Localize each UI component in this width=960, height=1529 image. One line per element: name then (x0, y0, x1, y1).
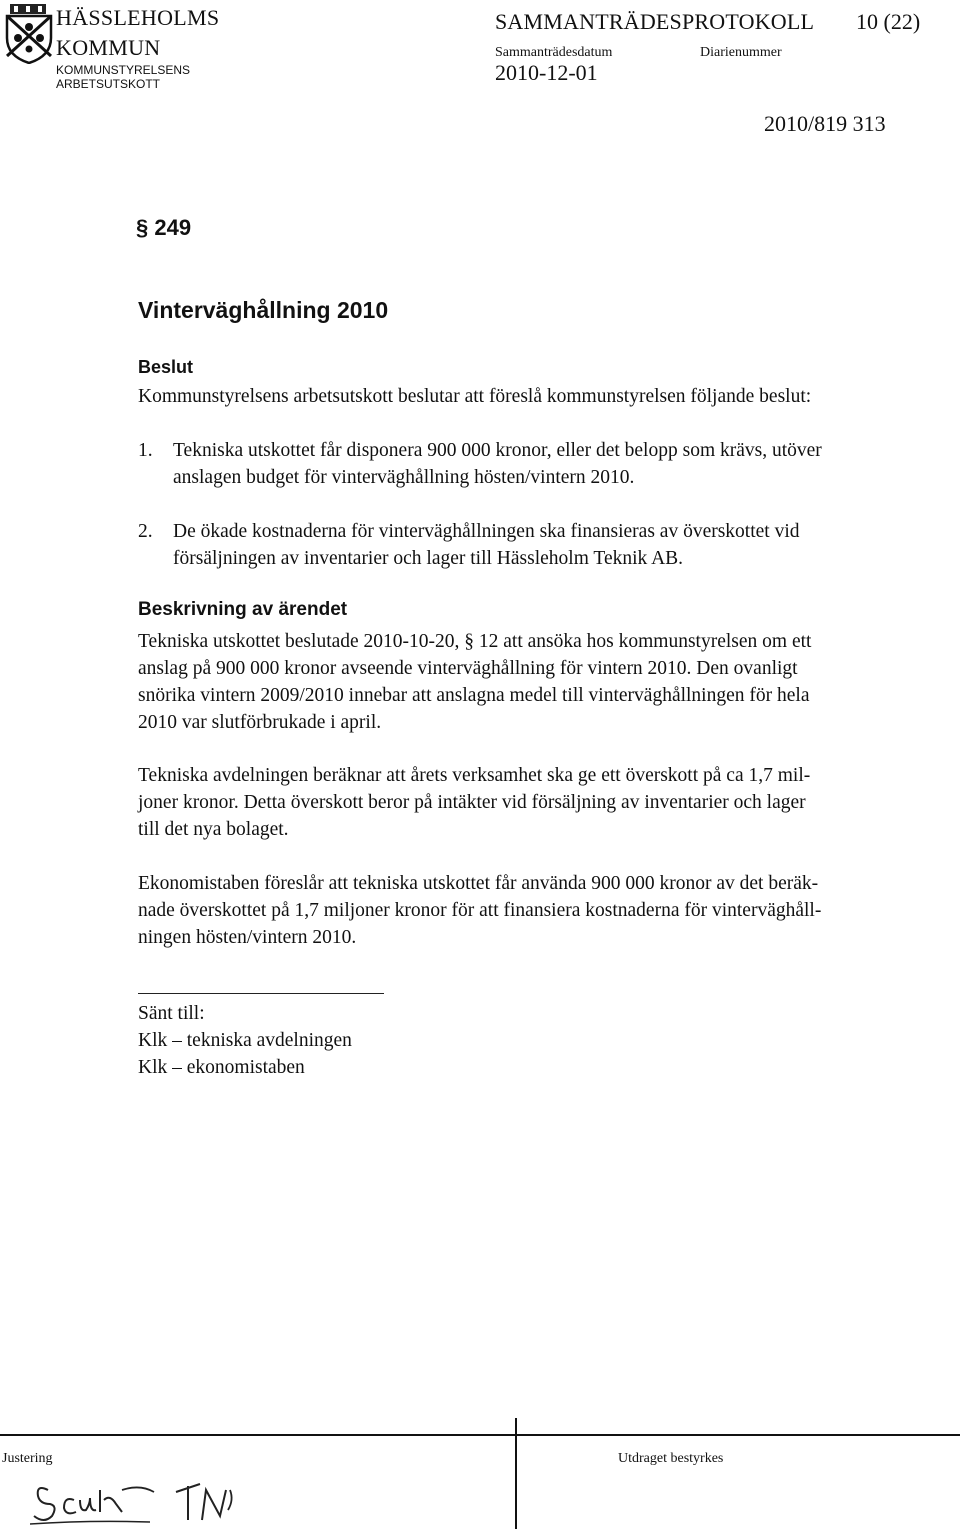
sent-to-divider (138, 993, 384, 994)
body-text-line: joner kronor. Detta överskott beror på intäkter vid försäljning av inventarier och lager (138, 792, 806, 813)
decision-item-line: anslagen budget för vinterväghållning hösten/vintern 2010. (173, 467, 635, 488)
page-number: 10 (22) (856, 9, 921, 34)
paragraph-number: § 249 (136, 215, 192, 240)
beslut-heading: Beslut (138, 357, 194, 377)
diarie-number-label: Diarienummer (700, 45, 782, 60)
body-text-line: snörika vintern 2009/2010 innebar att anslagna medel till vinterväghållningen för hela (138, 685, 810, 706)
section-title: Vinterväghållning 2010 (138, 297, 389, 323)
decision-item-number: 2. (138, 521, 153, 542)
meeting-date-value: 2010-12-01 (495, 60, 598, 85)
justering-label: Justering (2, 1451, 53, 1466)
utdraget-bestyrkes-label: Utdraget bestyrkes (618, 1451, 724, 1466)
org-unit-line1: KOMMUNSTYRELSENS (56, 63, 191, 77)
beskrivning-heading: Beskrivning av ärendet (138, 599, 348, 620)
sent-to-recipient: Klk – ekonomistaben (138, 1057, 305, 1078)
decision-item-line: De ökade kostnaderna för vinterväghållningen ska finansieras av överskottet vid (173, 521, 800, 542)
decision-item-line: Tekniska utskottet får disponera 900 000 kronor, eller det belopp som krävs, utöver (173, 440, 822, 461)
org-unit-line2: ARBETSUTSKOTT (56, 77, 161, 91)
footer-column-divider (515, 1418, 517, 1529)
sent-to-recipient: Klk – tekniska avdelningen (138, 1030, 352, 1051)
document-title: SAMMANTRÄDESPROTOKOLL (495, 9, 815, 34)
meeting-date-label: Sammanträdesdatum (495, 45, 613, 60)
org-name-line1: HÄSSLEHOLMS (56, 5, 220, 30)
coat-of-arms-icon (4, 2, 54, 64)
body-text-line: Ekonomistaben föreslår att tekniska utskottet får använda 900 000 kronor av det beräk- (138, 873, 819, 894)
body-text-line: Tekniska utskottet beslutade 2010-10-20, § 12 att ansöka hos kommunstyrelsen om ett (138, 631, 812, 652)
signature-initials (30, 1470, 260, 1528)
decision-item-number: 1. (138, 440, 153, 461)
body-text-line: nade överskottet på 1,7 miljoner kronor för att finansiera kostnaderna för vinterväghåll- (138, 900, 822, 921)
body-text-line: till det nya bolaget. (138, 819, 289, 840)
body-text-line: Tekniska avdelningen beräknar att årets verksamhet ska ge ett överskott på ca 1,7 mil- (138, 765, 811, 786)
org-name-line2: KOMMUN (56, 35, 161, 60)
beslut-intro: Kommunstyrelsens arbetsutskott beslutar att föreslå kommunstyrelsen följande beslut: (138, 386, 812, 407)
diarie-number-value: 2010/819 313 (764, 111, 886, 136)
body-text-line: ningen hösten/vintern 2010. (138, 927, 357, 948)
footer-divider (0, 1434, 960, 1436)
sent-to-label: Sänt till: (138, 1003, 205, 1024)
body-text-line: anslag på 900 000 kronor avseende vinterväghållning för vintern 2010. Den ovanligt (138, 658, 798, 679)
body-text-line: 2010 var slutförbrukade i april. (138, 712, 382, 733)
decision-item-line: försäljningen av inventarier och lager till Hässleholm Teknik AB. (173, 548, 684, 569)
